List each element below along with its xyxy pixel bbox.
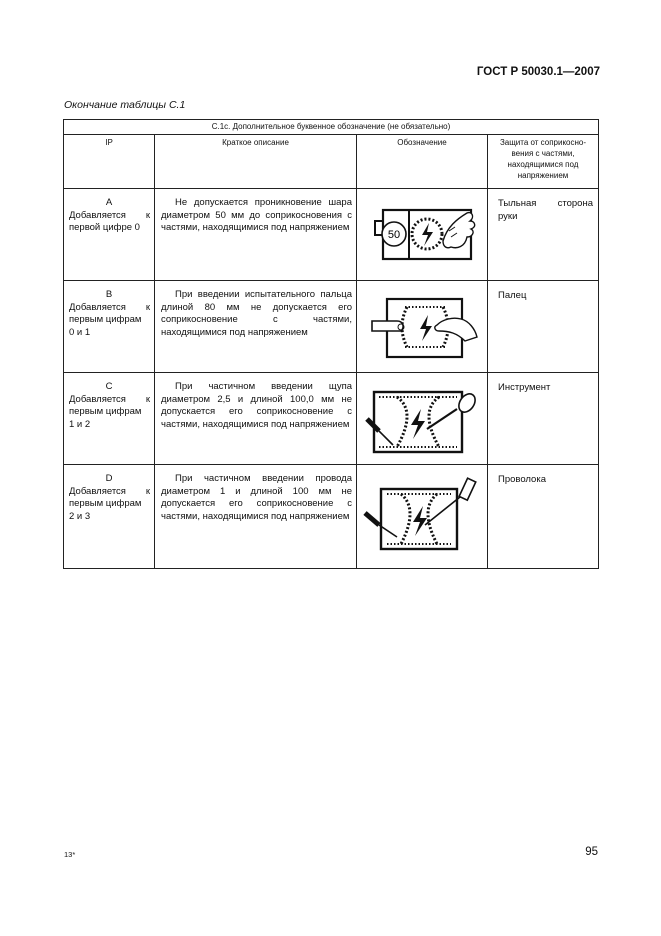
table-row — [64, 373, 599, 465]
column-header-protection: Защита от соприкосно- вения с частями, находящимися под напряжением — [488, 135, 599, 189]
column-header-description: Краткое описание — [155, 135, 357, 189]
ip-cell — [64, 373, 155, 465]
ip-cell — [64, 281, 155, 373]
symbol-cell — [357, 373, 488, 465]
ip-letter: D — [105, 473, 113, 484]
description-text: Не допускается проникновение шара диаметром 50 мм до соприкосновения с частями, находящимися под напряжением — [161, 197, 352, 233]
finger-symbol-icon — [357, 289, 488, 369]
tool-symbol-icon — [357, 381, 488, 461]
column-header-ip: IP — [64, 135, 155, 189]
ip-line: 0 и 1 — [69, 326, 91, 338]
standard-number: ГОСТ Р 50030.1—2007 — [476, 66, 600, 78]
ip-line: 1 и 2 — [69, 418, 91, 430]
wire-symbol-icon — [357, 473, 488, 563]
protection-cell: Тыльная сторона руки — [488, 189, 599, 281]
page-number: 95 — [585, 846, 598, 858]
symbol-cell — [357, 465, 488, 569]
description-text: При частичном введении щупа диаметром 2,5 и длиной 100,0 мм не допускается его соприкосновение с частями, находящимися под напряжением — [161, 381, 352, 430]
table-row — [64, 465, 599, 569]
ip-letter: В — [105, 289, 113, 300]
table-row — [64, 189, 599, 281]
footer-sheet-mark: 13* — [64, 850, 76, 859]
table-title: С.1с. Дополнительное буквенное обозначение (не обязательно) — [64, 120, 599, 135]
description-cell — [155, 465, 357, 569]
protection-cell: Проволока — [488, 465, 599, 569]
ip-letter: А — [105, 197, 113, 208]
symbol-cell — [357, 281, 488, 373]
table-caption: Окончание таблицы С.1 — [64, 99, 186, 111]
ip-table — [63, 119, 599, 569]
ip-line: Добавляется к — [69, 393, 150, 405]
ip-cell — [64, 465, 155, 569]
ip-line: Добавляется к — [69, 209, 150, 221]
ip-line: Добавляется к — [69, 301, 150, 313]
ip-line: первой цифре 0 — [69, 222, 140, 233]
ip-line: первым цифрам — [69, 498, 142, 509]
ip-line: 2 и 3 — [69, 510, 91, 522]
ip-line: первым цифрам — [69, 314, 142, 325]
protection-cell: Палец — [488, 281, 599, 373]
ip-line: Добавляется к — [69, 485, 150, 497]
description-cell — [155, 281, 357, 373]
sphere-hand-symbol-icon — [357, 197, 488, 277]
description-text: При частичном введении провода диаметром 1 и длиной 100 мм не допускается его соприкосновение с частями, находящимися под напряжением — [161, 473, 352, 522]
table-row — [64, 281, 599, 373]
sphere-diameter-label: 50 — [387, 229, 401, 241]
description-cell — [155, 373, 357, 465]
description-cell — [155, 189, 357, 281]
description-text: При введении испытательного пальца длиной 80 мм не допускается его соприкосновение с частями, находящимися под напряжением — [161, 289, 352, 338]
protection-cell: Инструмент — [488, 373, 599, 465]
ip-letter: С — [105, 381, 113, 392]
column-header-symbol: Обозначение — [357, 135, 488, 189]
ip-line: первым цифрам — [69, 406, 142, 417]
ip-cell — [64, 189, 155, 281]
symbol-cell — [357, 189, 488, 281]
